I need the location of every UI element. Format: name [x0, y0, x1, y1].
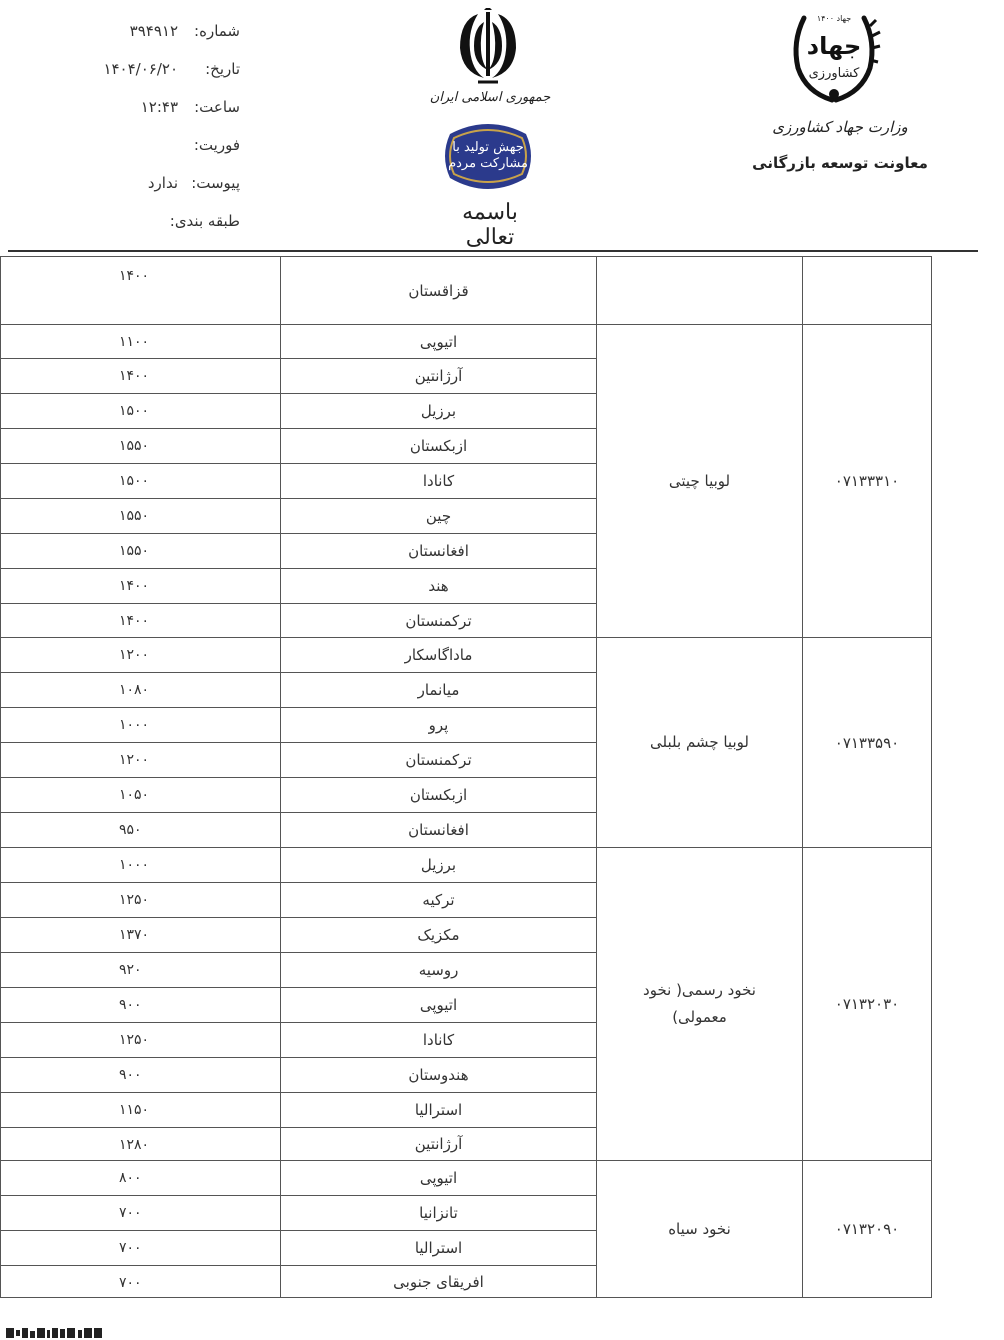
table-row	[280, 324, 597, 359]
meta-date	[40, 60, 240, 88]
code-cell	[802, 637, 932, 848]
country-name: قزاقستان	[408, 281, 469, 300]
price-cell	[0, 882, 281, 918]
country-name: هند	[428, 577, 449, 595]
price-cell	[0, 498, 281, 534]
country-name: اتیوپی	[419, 332, 458, 351]
meta-label: پیوست:	[191, 174, 240, 192]
table-row	[280, 533, 597, 569]
country-name: تانزانیا	[419, 1204, 458, 1222]
table-row	[280, 1057, 597, 1093]
meta-label: فوریت:	[193, 136, 240, 154]
table-row	[280, 1022, 597, 1058]
price-value: ۱۵۰۰	[119, 473, 150, 489]
price-value: ۱۲۸۰	[119, 1137, 150, 1153]
price-value: ۱۱۰۰	[119, 334, 150, 350]
price-value: ۷۰۰	[119, 1275, 142, 1291]
country-name: ترکمنستان	[405, 751, 472, 769]
price-value: ۱۰۵۰	[119, 787, 150, 803]
logo-sub-text: کشاورزی	[808, 66, 860, 81]
price-cell	[0, 533, 281, 569]
price-cell	[0, 1265, 281, 1298]
table-row	[280, 603, 597, 638]
table-row	[280, 1092, 597, 1128]
hs-code: ۰۷۱۳۳۵۹۰	[834, 733, 900, 752]
price-value: ۱۰۰۰	[119, 857, 150, 873]
country-name: اتیوپی	[419, 1169, 458, 1187]
country-name: آرژانتین	[414, 367, 463, 385]
price-cell	[0, 463, 281, 499]
table-row	[280, 1127, 597, 1161]
price-value: ۱۵۵۰	[119, 438, 150, 454]
table-row	[280, 742, 597, 778]
meta-label: طبقه بندی:	[169, 212, 240, 230]
price-value: ۸۰۰	[119, 1170, 142, 1186]
table-row	[280, 812, 597, 848]
price-cell	[0, 1092, 281, 1128]
country-name: هندوستان	[408, 1066, 469, 1084]
meta-label: ساعت:	[194, 98, 240, 116]
table-row	[280, 1230, 597, 1266]
code-cell	[802, 256, 932, 325]
country-name: استرالیا	[414, 1101, 463, 1119]
price-cell	[0, 568, 281, 604]
country-name: اتیوپی	[419, 996, 458, 1014]
code-cell	[802, 847, 932, 1161]
price-value: ۱۲۵۰	[119, 892, 150, 908]
country-name: میانمار	[417, 681, 460, 699]
product-name: لوبیا چشم بلبلی	[650, 733, 749, 751]
meta-value: ۱۲:۴۳	[140, 98, 178, 116]
price-value: ۱۴۰۰	[119, 578, 150, 594]
product-cell	[596, 324, 803, 638]
country-name: روسیه	[418, 961, 459, 979]
country-name: استرالیا	[414, 1239, 463, 1257]
deputy-name: معاونت توسعه بازرگانی	[752, 154, 928, 172]
hs-code: ۰۷۱۳۲۰۹۰	[834, 1220, 900, 1238]
iran-emblem-icon	[448, 8, 528, 88]
country-name: پرو	[428, 716, 449, 734]
country-name: برزیل	[420, 856, 457, 874]
price-cell	[0, 987, 281, 1023]
price-cell	[0, 324, 281, 359]
meta-time	[40, 98, 240, 126]
table-row	[280, 1195, 597, 1231]
price-value: ۱۵۰۰	[119, 403, 150, 419]
price-value: ۱۴۰۰	[119, 268, 150, 284]
table-row	[280, 707, 597, 743]
product-name: لوبیا چیتی	[668, 471, 731, 490]
meta-label: تاریخ:	[205, 60, 240, 78]
table-row	[280, 917, 597, 953]
table-row	[280, 463, 597, 499]
price-cell	[0, 742, 281, 778]
meta-classification	[40, 212, 240, 240]
qr-code-icon	[6, 1328, 102, 1338]
price-value: ۹۵۰	[119, 822, 142, 838]
republic-text: جمهوری اسلامی ایران	[429, 90, 551, 105]
price-value: ۹۰۰	[119, 997, 142, 1013]
meta-label: شماره:	[194, 22, 240, 40]
product-name: نخود سیاه	[668, 1219, 731, 1238]
country-name: کانادا	[422, 1031, 455, 1049]
logo-small-text: جهاد ۱۴۰۰	[816, 14, 852, 23]
price-value: ۱۴۰۰	[119, 613, 150, 629]
price-cell	[0, 358, 281, 394]
country-name: برزیل	[420, 402, 457, 420]
price-cell	[0, 1160, 281, 1196]
country-name: چین	[425, 507, 452, 525]
country-name: ازبکستان	[409, 437, 468, 455]
price-value: ۱۲۰۰	[119, 647, 150, 663]
table-row	[280, 777, 597, 813]
product-cell	[596, 1160, 803, 1298]
price-table	[0, 256, 932, 1298]
price-value: ۷۰۰	[119, 1205, 142, 1221]
country-name: کانادا	[422, 472, 455, 490]
table-row	[280, 882, 597, 918]
seal-text: جهش تولید با مشارکت مردم	[448, 140, 528, 171]
product-cell	[596, 847, 803, 1161]
country-name: ماداگاسکار	[404, 646, 473, 664]
price-value: ۱۱۵۰	[119, 1102, 150, 1118]
table-row	[280, 952, 597, 988]
meta-attachment	[40, 174, 240, 202]
bismillah: باسمه تعالی	[462, 200, 518, 250]
price-cell	[0, 428, 281, 464]
country-name: آرژانتین	[414, 1135, 463, 1153]
price-value: ۷۰۰	[119, 1240, 142, 1256]
code-cell	[802, 324, 932, 638]
price-value: ۱۰۰۰	[119, 717, 150, 733]
price-cell	[0, 393, 281, 429]
table-row	[280, 498, 597, 534]
table-row	[280, 568, 597, 604]
price-value: ۹۰۰	[119, 1067, 142, 1083]
price-cell	[0, 256, 281, 325]
price-cell	[0, 637, 281, 673]
table-row	[280, 393, 597, 429]
table-row	[280, 1160, 597, 1196]
meta-value: ۳۹۴۹۱۲	[129, 22, 178, 40]
hs-code: ۰۷۱۳۳۳۱۰	[834, 472, 900, 490]
table-row	[280, 987, 597, 1023]
table-row	[280, 428, 597, 464]
country-name: افغانستان	[408, 542, 469, 560]
price-value: ۹۲۰	[119, 962, 142, 978]
hs-code: ۰۷۱۳۲۰۳۰	[834, 995, 900, 1013]
price-value: ۱۲۰۰	[119, 752, 150, 768]
price-cell	[0, 707, 281, 743]
meta-urgency	[40, 136, 240, 164]
header-divider	[8, 250, 978, 252]
country-name: افغانستان	[408, 821, 469, 839]
price-value: ۱۴۰۰	[119, 368, 150, 384]
table-row	[280, 637, 597, 673]
table-row	[280, 358, 597, 394]
ministry-name: وزارت جهاد کشاورزی	[772, 118, 908, 136]
price-cell	[0, 847, 281, 883]
country-name: افریقای جنوبی	[393, 1272, 484, 1291]
price-cell	[0, 777, 281, 813]
price-cell	[0, 672, 281, 708]
price-cell	[0, 812, 281, 848]
product-cell	[596, 256, 803, 325]
price-cell	[0, 1057, 281, 1093]
country-name: ترکمنستان	[405, 611, 472, 630]
price-cell	[0, 1127, 281, 1161]
meta-value: ندارد	[147, 174, 178, 192]
price-cell	[0, 1230, 281, 1266]
price-cell	[0, 952, 281, 988]
table-row	[280, 847, 597, 883]
table-row	[280, 256, 597, 325]
price-value: ۱۲۵۰	[119, 1032, 150, 1048]
table-row	[280, 1265, 597, 1298]
product-cell	[596, 637, 803, 848]
meta-value: ۱۴۰۴/۰۶/۲۰	[103, 60, 178, 78]
table-row	[280, 672, 597, 708]
price-cell	[0, 603, 281, 638]
code-cell	[802, 1160, 932, 1298]
meta-number	[40, 22, 240, 50]
price-cell	[0, 1195, 281, 1231]
price-cell	[0, 1022, 281, 1058]
country-name: مکزیک	[417, 926, 460, 944]
price-value: ۱۵۵۰	[119, 508, 150, 524]
price-value: ۱۳۷۰	[119, 927, 150, 943]
price-value: ۱۵۵۰	[119, 543, 150, 559]
price-cell	[0, 917, 281, 953]
country-name: ازبکستان	[409, 786, 468, 804]
country-name: ترکیه	[422, 891, 455, 909]
product-name: نخود رسمی( نخود معمولی)	[643, 981, 756, 1026]
price-value: ۱۰۸۰	[119, 682, 150, 698]
logo-main-text: جهاد	[806, 32, 862, 60]
